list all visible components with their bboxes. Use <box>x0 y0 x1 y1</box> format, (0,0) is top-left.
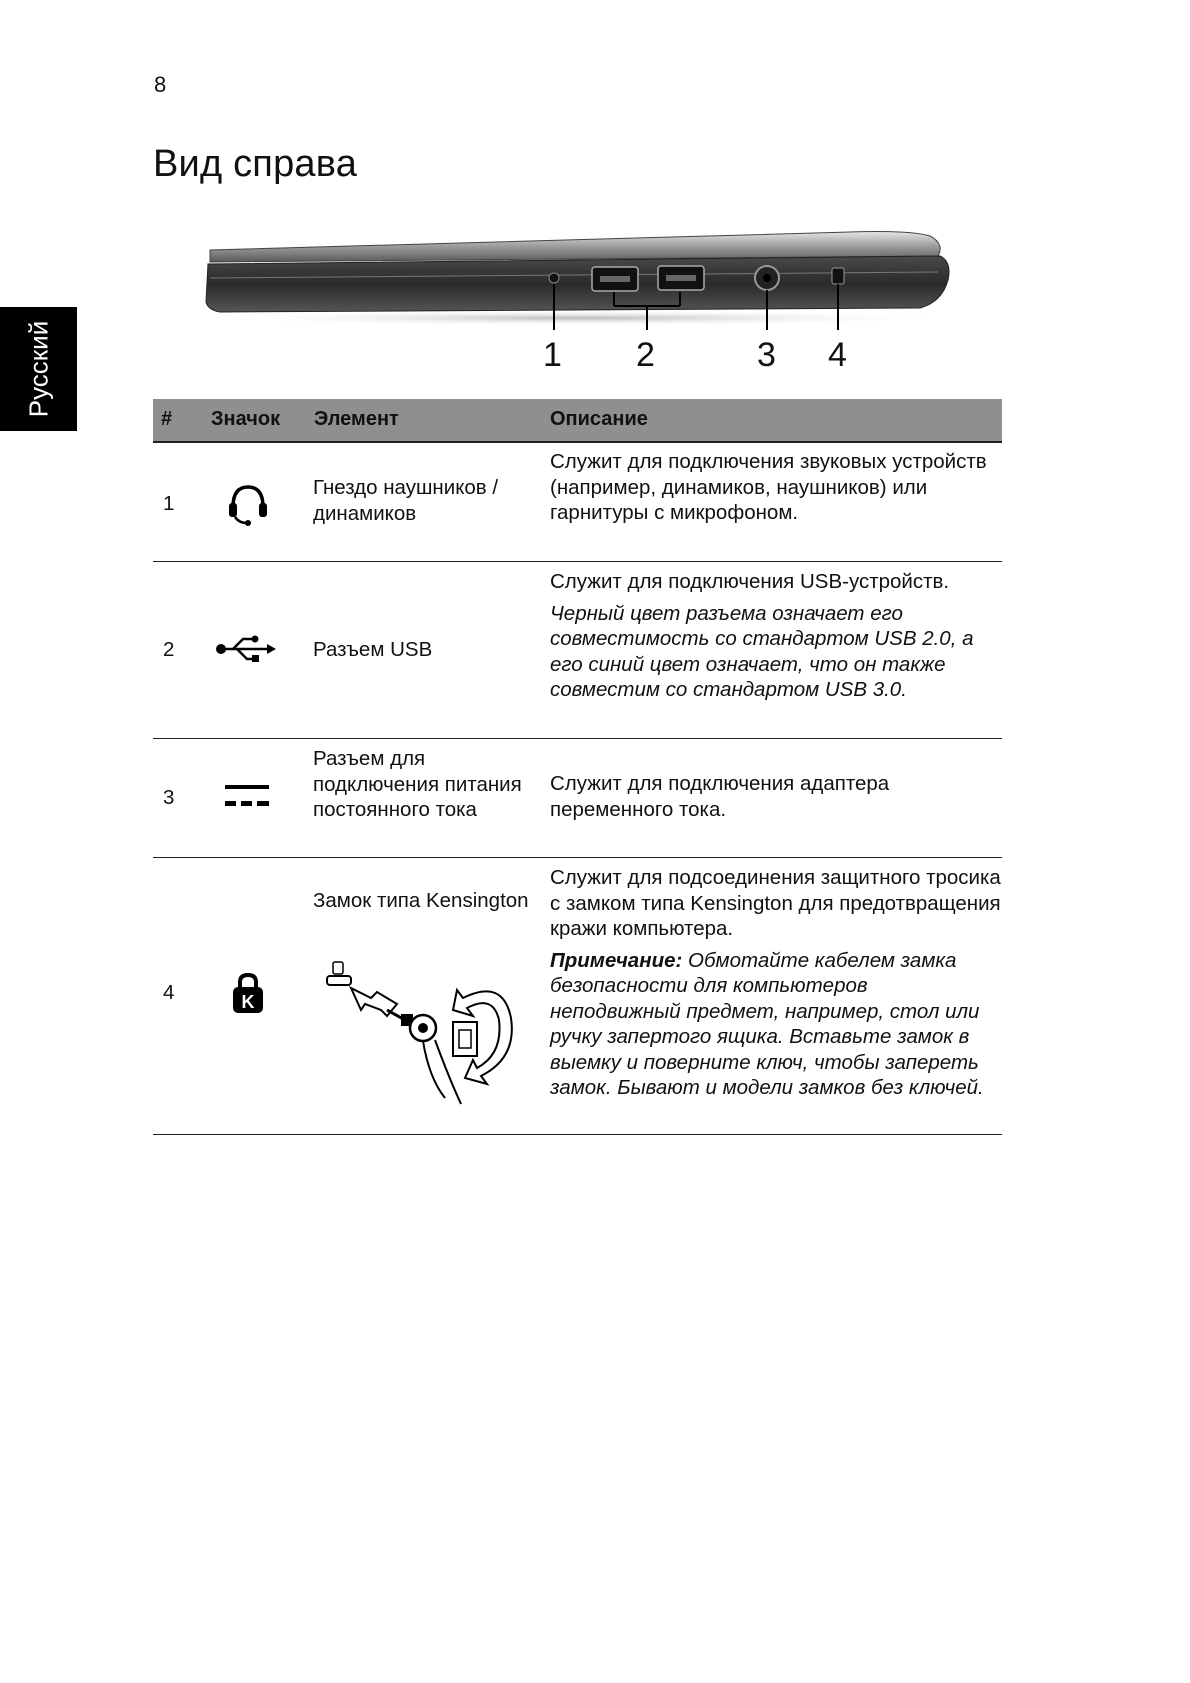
element-name: Гнездо наушников / динамиков <box>313 476 499 525</box>
element-name: Замок типа Kensington <box>313 889 529 912</box>
table-row <box>153 443 1002 562</box>
table-row <box>153 858 1002 1135</box>
description-text: Служит для подсоединения защитного тросика с замком типа Kensington для предотвращения кражи компьютера. <box>550 866 1001 940</box>
element-name: Разъем USB <box>313 638 433 661</box>
description-text: Служит для подключения адаптера переменного тока. <box>550 772 890 821</box>
ports-table <box>153 399 1002 1135</box>
table-row <box>153 739 1002 858</box>
page-title: Вид справа <box>153 143 358 185</box>
row-number: 4 <box>163 981 175 1004</box>
note-label: Примечание: <box>550 948 683 972</box>
callout-3: 3 <box>757 336 776 374</box>
svg-text:K: K <box>241 992 255 1012</box>
usb-icon <box>215 634 277 664</box>
header-description: Описание <box>550 408 648 430</box>
table-header <box>153 399 1002 443</box>
language-tab <box>0 307 77 431</box>
element-description <box>550 569 1002 703</box>
callout-1: 1 <box>543 336 562 374</box>
laptop-right-side-illustration <box>200 222 960 330</box>
row-number: 1 <box>163 492 175 515</box>
element-description <box>550 449 1002 526</box>
header-num: # <box>161 408 173 430</box>
description-text: Служит для подключения USB-устройств. <box>550 570 950 593</box>
callout-2: 2 <box>636 336 655 374</box>
headset-icon <box>225 481 271 527</box>
row-number: 3 <box>163 786 175 809</box>
language-tab-label: Русский <box>23 320 53 418</box>
description-note: Черный цвет разъема означает его совместимость со стандартом USB 2.0, а его синий цвет означает, что он также совместим со стандартом USB 3.0. <box>550 601 974 701</box>
callout-4: 4 <box>828 336 847 374</box>
element-description <box>550 771 1002 822</box>
description-text: Служит для подключения звуковых устройств (например, динамиков, наушников) или гарнитуры с микрофоном. <box>550 450 987 524</box>
table-row <box>153 562 1002 739</box>
element-name: Разъем для подключения питания постоянного тока <box>313 747 522 821</box>
element-description <box>550 865 1002 1101</box>
kensington-lock-icon <box>231 972 265 1014</box>
lock-installation-illustration <box>325 958 525 1108</box>
header-element: Элемент <box>314 408 399 430</box>
note-text: Обмотайте кабелем замка безопасности для компьютеров неподвижный предмет, например, стол или ручку запертого ящика. Вставьте замок в выемку и поверните ключ, чтобы запереть замок. Бывают и модели замков без ключей. <box>550 948 984 1099</box>
page-number: 8 <box>154 72 167 97</box>
description-note <box>550 948 1002 1101</box>
row-number: 2 <box>163 638 175 661</box>
header-icon: Значок <box>211 408 281 430</box>
dc-power-icon <box>224 783 270 809</box>
